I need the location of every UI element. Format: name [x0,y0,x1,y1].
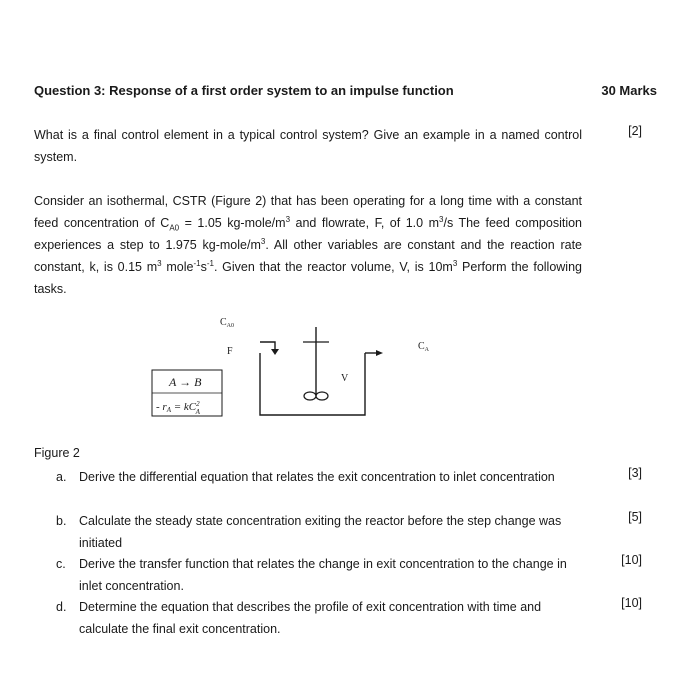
task-c [56,553,580,597]
reaction-text: A → B [169,375,202,389]
task-text: Determine the equation that describes the profile of exit concentration with time and calculate the final exit concentration. [79,600,542,636]
diagram-v-label: V [341,373,349,384]
task-c-marks: [10] [621,553,642,567]
task-d [56,596,580,640]
task-b-marks: [5] [628,510,642,524]
task-a [56,466,580,488]
task-a-marks: [3] [628,466,642,480]
cstr-diagram [140,305,460,440]
question-heading: Question 3: Response of a first order system to an impulse function [34,83,454,98]
task-b [56,510,580,554]
outlet-arrow-icon [376,350,383,356]
figure-label: Figure 2 [34,446,80,460]
rate-law-text: - rA = $kC^2$ A [156,400,200,416]
diagram-f-label: F [227,346,233,357]
diagram-ca0-label: $C_{A0}$ [220,317,235,329]
diagram-ca-label: $C_A$ [418,341,430,353]
task-letter: c. [56,557,66,571]
scenario-paragraph: Consider an isothermal, CSTR (Figure 2) that has been operating for a long time with a constant feed concentration of $C_{A0} = 1.05$ $kg-mole/m^3$ and flowrate, F, of 1.0 $m^3/s$ The feed composition experiences a step to 1.975 $kg-mole/m^3$. All other variables are constant and the reaction rate constant, k, is 0.15 $m^3$ $mole^{-1}s^{-1}$. Given that the reactor volume, V, is $10m^3$ Perform the following tasks. [34,194,583,296]
inlet-arrow-icon [271,349,279,355]
task-letter: b. [56,514,67,528]
task-text: Derive the differential equation that relates the exit concentration to inlet concentration [79,470,555,484]
impeller-icon [304,392,316,400]
tank [260,353,365,415]
task-text: Derive the transfer function that relates the change in exit concentration to the change in inlet concentration. [79,557,567,593]
task-d-marks: [10] [621,596,642,610]
part1-marks: [2] [628,124,642,138]
total-marks: 30 Marks [601,83,657,98]
task-letter: d. [56,600,67,614]
part1-text: What is a final control element in a typical control system? Give an example in a named control system. [34,128,582,164]
task-letter: a. [56,470,67,484]
task-text: Calculate the steady state concentration exiting the reactor before the step change was initiated [79,514,562,550]
